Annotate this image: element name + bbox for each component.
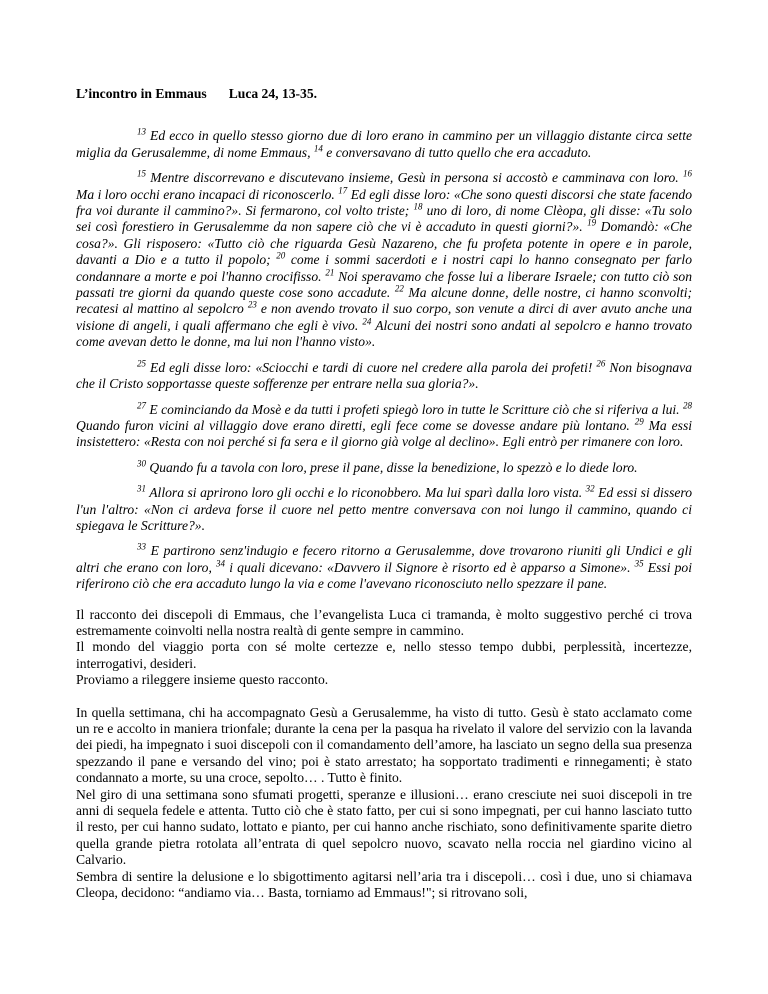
commentary-paragraph: In quella settimana, chi ha accompagnato Gesù a Gerusalemme, ha visto di tutto. Gesù è stato acclamato come un re e accolto in maniera trionfale; durante la cena per la pasqua ha rivelato il valore del servizio con la lavanda dei piedi, ha impegnato i suoi discepoli con il comandamento dell’amore, ha lasciato un segno della sua presenza spezzando il pane e versando del vino; poi è stato arrestato; ha sopportato tradimenti e rinnegamenti; è stato condannato a morte, su una croce, sepolto… . Tutto è finito. <box>76 704 692 786</box>
verse-text: E partirono senz'indugio e fecero ritorno a Gerusalemme, dove trovarono riuniti gli Undici e gli altri che erano con loro, <box>76 543 692 575</box>
verse-number: 29 <box>634 416 644 427</box>
commentary-paragraph: Il mondo del viaggio porta con sé molte certezze e, nello stesso tempo dubbi, perplessità, incertezze, interrogativi, desideri. <box>76 639 692 671</box>
verse-paragraph <box>76 170 692 350</box>
verse-text: Non bisognava che il Cristo sopportasse queste sofferenze per entrare nella sua gloria?». <box>76 359 692 392</box>
verse-paragraph <box>76 485 692 534</box>
verse-number: 20 <box>276 250 286 261</box>
verse-text: e non avendo trovato il suo corpo, son venute a dirci di aver avuto anche una visione di angeli, i quali affermano che egli è vivo. <box>76 301 693 333</box>
verse-number: 17 <box>338 185 348 196</box>
commentary-paragraph: Il racconto dei discepoli di Emmaus, che l’evangelista Luca ci tramanda, è molto suggestivo perché ci trova estremamente coinvolti nella nostra realtà di gente sempre in cammino. <box>76 606 692 638</box>
verse-text: Ma i loro occhi erano incapaci di riconoscerlo. <box>76 186 339 202</box>
verse-number: 22 <box>394 283 404 294</box>
verse-paragraph <box>76 543 692 592</box>
verse-text: Noi speravamo che fosse lui a liberare Israele; con tutto ciò son passati tre giorni da quando queste cose sono accadute. <box>76 268 692 301</box>
verse-number: 18 <box>413 201 423 212</box>
verse-number: 25 <box>137 358 146 369</box>
verse-text: Quando furon vicini al villaggio dove erano diretti, egli fece come se dovesse andare più lontano. <box>76 417 635 433</box>
verse-number: 30 <box>137 458 146 469</box>
verse-paragraph <box>76 360 692 393</box>
verse-text: E cominciando da Mosè e da tutti i profeti spiegò loro in tutte le Scritture ciò che si riferiva a lui. <box>146 401 683 417</box>
verse-number: 21 <box>325 267 335 278</box>
commentary-section <box>76 607 692 689</box>
verse-text: Ma essi insistettero: «Resta con noi perché si fa sera e il giorno già volge al declino». Egli entrò per rimanere con loro. <box>76 417 693 450</box>
verse-number: 24 <box>362 316 372 327</box>
commentary-paragraph: Nel giro di una settimana sono sfumati progetti, speranze e illusioni… erano cresciute nei suoi discepoli in tre anni di sequela fedele e attenta. Tutto ciò che è stato fatto, per cui si sono impegnati, per cui hanno lasciato tutto il resto, per cui hanno sudato, lottato e pianto, per cui hanno anche rischiato, sono definitivamente sparite dietro quella grande pietra rotolata all’entrata di quel sepolcro nuovo, scavato nella roccia nel giardino vicino al Calvario. <box>76 786 692 868</box>
verse-paragraph <box>76 128 692 161</box>
scripture-passage <box>76 128 692 592</box>
document-title <box>76 86 692 102</box>
verse-number: 26 <box>596 358 606 369</box>
title-text: L’incontro in Emmaus <box>76 86 207 101</box>
verse-number: 31 <box>137 483 146 494</box>
verse-text: uno di loro, di nome Clèopa, gli disse: «Tu solo sei così forestiero in Gerusalemme da non sapere ciò che vi è accaduto in questi giorni?». <box>76 203 692 235</box>
bible-reference: Luca 24, 13-35. <box>228 86 318 101</box>
commentary-section <box>76 705 692 902</box>
verse-number: 27 <box>137 399 146 410</box>
verse-number: 35 <box>634 558 644 569</box>
verse-number: 15 <box>137 168 146 179</box>
verse-text: Quando fu a tavola con loro, prese il pane, disse la benedizione, lo spezzò e lo diede loro. <box>146 459 638 475</box>
verse-number: 14 <box>313 143 323 154</box>
verse-text: Ed egli disse loro: «Sciocchi e tardi di cuore nel credere alla parola dei profeti! <box>146 359 597 375</box>
commentary <box>76 607 692 902</box>
verse-number: 34 <box>216 558 226 569</box>
verse-number: 19 <box>587 217 597 228</box>
verse-text: Ma alcune donne, delle nostre, ci hanno sconvolti; recatesi al mattino al sepolcro <box>76 285 693 317</box>
verse-number: 32 <box>585 483 595 494</box>
commentary-paragraph: Proviamo a rileggere insieme questo racconto. <box>76 672 329 688</box>
verse-text: i quali dicevano: «Davvero il Signore è risorto ed è apparso a Simone». <box>225 559 635 575</box>
verse-text: Mentre discorrevano e discutevano insieme, Gesù in persona si accostò e camminava con loro. <box>146 170 683 186</box>
verse-number: 13 <box>137 126 146 137</box>
verse-text: Allora si aprirono loro gli occhi e lo riconobbero. Ma lui sparì dalla loro vista. <box>146 485 586 501</box>
verse-text: Ed essi si dissero l'un l'altro: «Non ci ardeva forse il cuore nel petto mentre conversava con noi lungo il cammino, quando ci spiegava le Scritture?». <box>76 485 693 533</box>
verse-text: Essi poi riferirono ciò che era accaduto lungo la via e come l'avevano riconosciuto nello spezzare il pane. <box>76 559 693 592</box>
verse-text: Domandò: «Che cosa?». Gli risposero: «Tutto ciò che riguarda Gesù Nazareno, che fu profeta potente in opere e in parole, davanti a Dio e a tutto il popolo; <box>76 219 693 268</box>
verse-number: 28 <box>683 399 692 410</box>
verse-number: 16 <box>683 168 692 179</box>
verse-text: Ed egli disse loro: «Che sono questi discorsi che state facendo fra voi durante il cammino?». Si fermarono, col volto triste; <box>76 186 692 219</box>
verse-paragraph <box>76 460 692 476</box>
verse-paragraph <box>76 399 693 451</box>
verse-number: 33 <box>137 541 146 552</box>
commentary-paragraph: Sembra di sentire la delusione e lo sbigottimento agitarsi nell’aria tra i discepoli… così i due, uno si chiamava Cleopa, decidono: “andiamo via… Basta, torniamo ad Emmaus!"; si ritrovano soli, <box>76 868 692 901</box>
verse-text: e conversavano di tutto quello che era accaduto. <box>322 144 592 160</box>
verse-text: Alcuni dei nostri sono andati al sepolcro e hanno trovato come avevan detto le donne, ma lui non l'hanno visto». <box>76 317 692 350</box>
verse-text: Ed ecco in quello stesso giorno due di loro erano in cammino per un villaggio distante circa sette miglia da Gerusalemme, di nome Emmaus, <box>76 128 692 160</box>
verse-text: come i sommi sacerdoti e i nostri capi lo hanno consegnato per farlo condannare a morte e poi l'hanno crocifisso. <box>76 252 692 284</box>
verse-number: 23 <box>247 299 257 310</box>
